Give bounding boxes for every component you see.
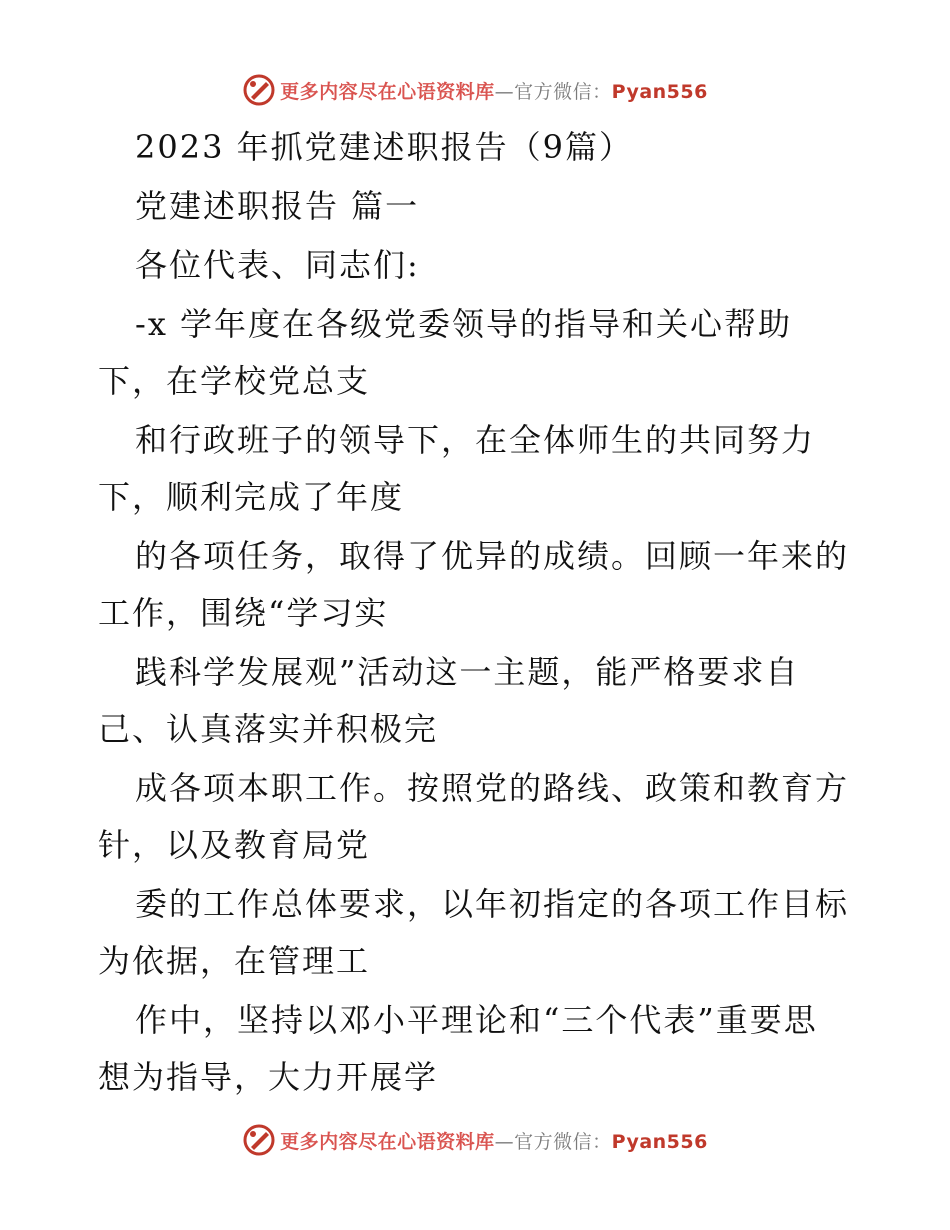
- paragraph-line: 下，顺利完成了年度: [98, 478, 405, 516]
- watermark-official: 官方微信：: [514, 80, 612, 103]
- paragraph-line: 委的工作总体要求，以年初指定的各项工作目标: [135, 885, 850, 923]
- paragraph-line: 成各项本职工作。按照党的路线、政策和教育方: [135, 769, 850, 807]
- paragraph-line: 的各项任务，取得了优异的成绩。回顾一年来的: [135, 537, 850, 575]
- document-greeting: 各位代表、同志们:: [135, 246, 420, 284]
- watermark-separator: —: [494, 80, 515, 103]
- watermark-separator: —: [494, 1130, 515, 1153]
- document-subtitle: 党建述职报告 篇一: [135, 187, 420, 225]
- paragraph-line: 针，以及教育局党: [98, 826, 371, 864]
- paragraph-line: 下，在学校党总支: [98, 362, 371, 400]
- watermark-footer: [0, 1120, 950, 1160]
- watermark-header: [0, 70, 950, 110]
- watermark-site: 更多内容尽在心语资料库: [280, 80, 495, 103]
- watermark-account: Pyan556: [611, 80, 708, 103]
- logo-icon: [242, 1123, 276, 1157]
- paragraph-line: 工作，围绕“学习实: [98, 594, 389, 632]
- document-title: 2023 年抓党建述职报告（9篇）: [135, 128, 633, 166]
- paragraph-line: 和行政班子的领导下，在全体师生的共同努力: [135, 421, 816, 459]
- watermark-official: 官方微信：: [514, 1130, 612, 1153]
- paragraph-line: 为依据，在管理工: [98, 942, 371, 980]
- paragraph-line: 想为指导，大力开展学: [98, 1058, 439, 1096]
- paragraph-line: 践科学发展观”活动这一主题，能严格要求自: [135, 653, 800, 691]
- paragraph-line: 作中，坚持以邓小平理论和“三个代表”重要思: [135, 1001, 818, 1039]
- watermark-account: Pyan556: [611, 1130, 708, 1153]
- paragraph-line: 己、认真落实并积极完: [98, 710, 439, 748]
- watermark-text: [280, 77, 708, 104]
- paragraph-line: -x 学年度在各级党委领导的指导和关心帮助: [135, 305, 793, 343]
- watermark-text: [280, 1127, 708, 1154]
- logo-icon: [242, 73, 276, 107]
- watermark-site: 更多内容尽在心语资料库: [280, 1130, 495, 1153]
